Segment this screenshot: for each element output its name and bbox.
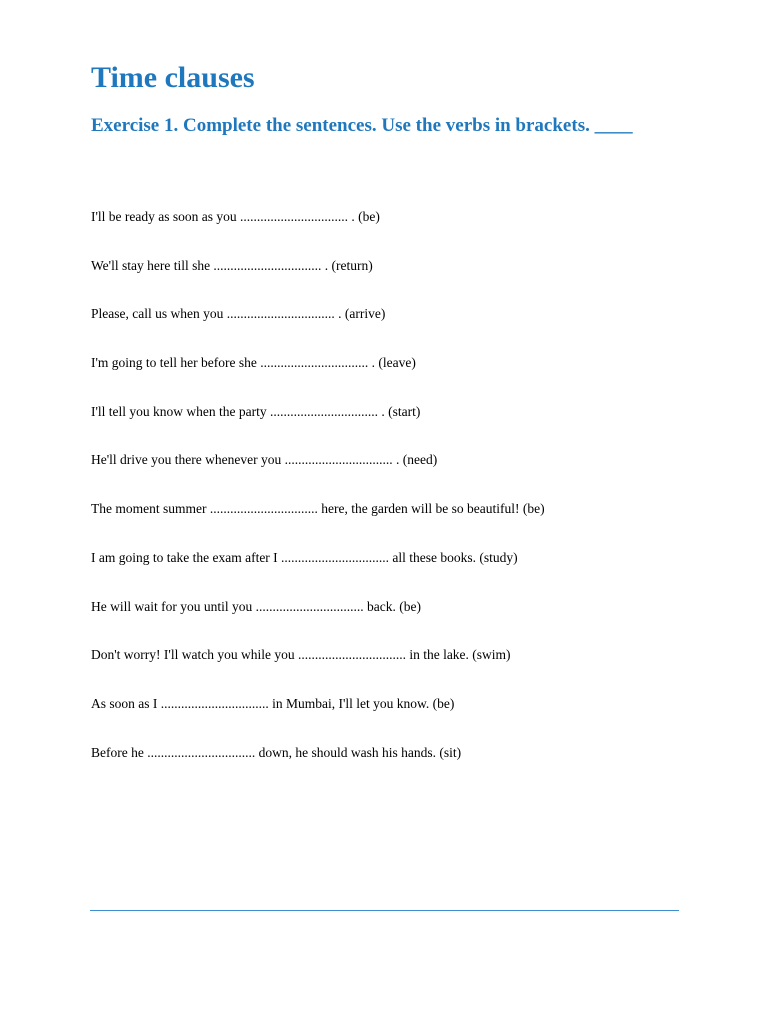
exercise-sentence-12: Before he ................................ down, he should wash his hands. (sit) bbox=[91, 744, 462, 760]
exercise-sentence-3: Please, call us when you ................................ . (arrive) bbox=[91, 306, 386, 322]
exercise-sentence-8: I am going to take the exam after I ................................ all these books. (study) bbox=[91, 549, 518, 565]
page-title: Time clauses bbox=[91, 61, 255, 94]
exercise-sentence-2: We'll stay here till she ................................ . (return) bbox=[91, 257, 373, 273]
exercise-sentence-10: Don't worry! I'll watch you while you ................................ in the lake. (swim) bbox=[91, 647, 511, 663]
exercise-sentence-11: As soon as I ................................ in Mumbai, I'll let you know. (be) bbox=[91, 695, 455, 711]
exercise-sentence-list bbox=[91, 207, 545, 791]
exercise-sentence-5: I'll tell you know when the party ................................ . (start) bbox=[91, 403, 421, 419]
exercise-sentence-6: He'll drive you there whenever you ................................ . (need) bbox=[91, 452, 438, 468]
exercise-sentence-1: I'll be ready as soon as you ................................ . (be) bbox=[91, 209, 380, 224]
exercise-heading: Exercise 1. Complete the sentences. Use the verbs in brackets. ____ bbox=[91, 115, 633, 136]
exercise-sentence-4: I'm going to tell her before she ................................ . (leave) bbox=[91, 355, 416, 371]
exercise-sentence-7: The moment summer ................................ here, the garden will be so beautiful! (be) bbox=[91, 501, 545, 517]
exercise-sentence-9: He will wait for you until you ................................ back. (be) bbox=[91, 598, 421, 614]
footer-divider bbox=[90, 910, 679, 911]
